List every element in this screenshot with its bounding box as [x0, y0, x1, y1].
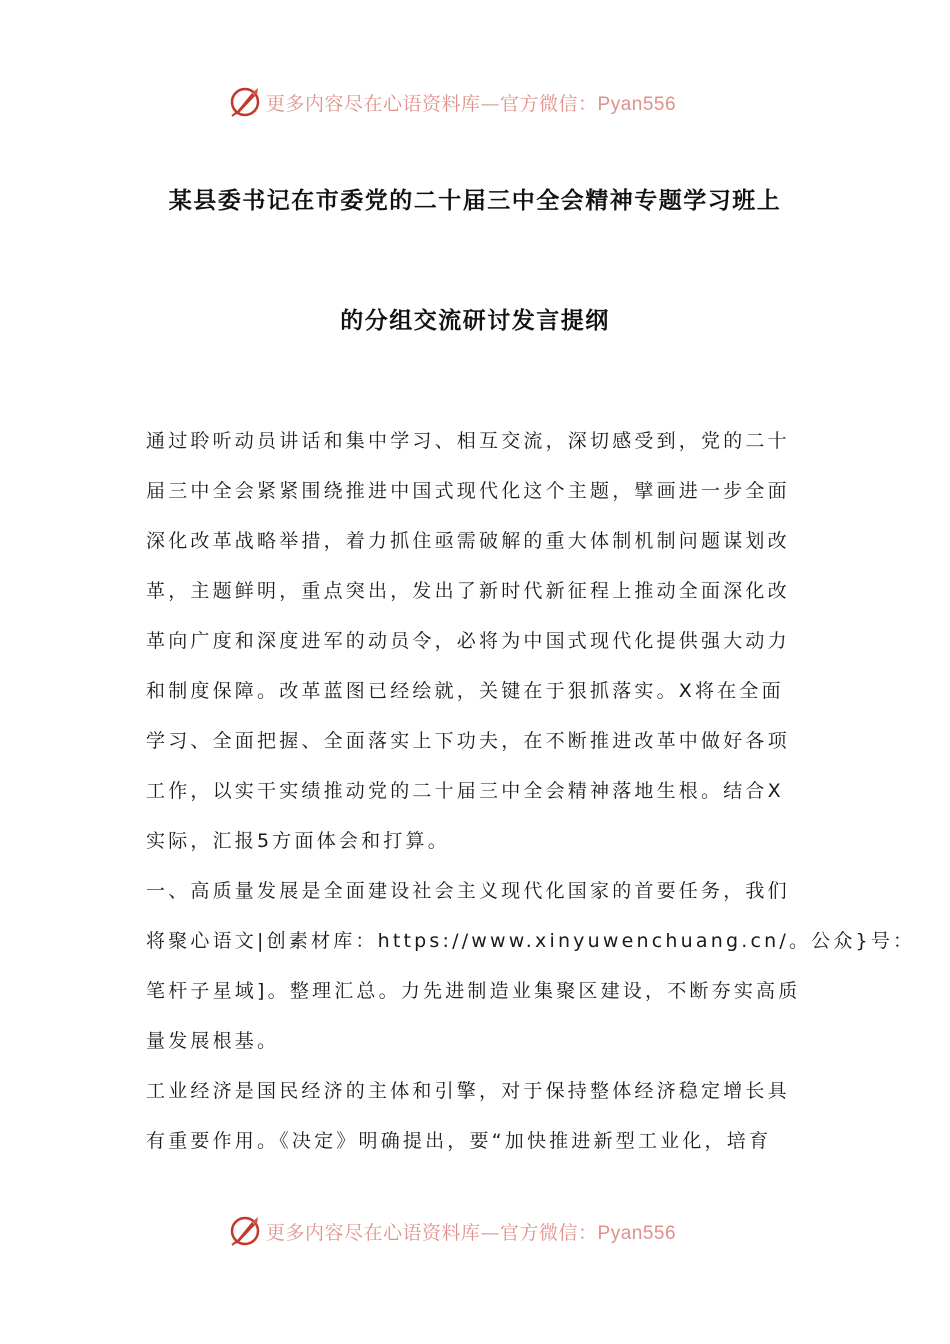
header-watermark-banner [228, 82, 748, 122]
watermark-wechat-id: Pyan556 [597, 1222, 677, 1244]
body-line: 革向广度和深度进军的动员令，必将为中国式现代化提供强大动力 [146, 630, 790, 652]
body-line: 笔杆子星域]。整理汇总。力先进制造业集聚区建设，不断夯实高质 [146, 980, 801, 1002]
body-line: 有重要作用。《决定》明确提出，要“加快推进新型工业化，培育 [146, 1130, 772, 1152]
body-line: 届三中全会紧紧围绕推进中国式现代化这个主题，擘画进一步全面 [146, 480, 790, 502]
body-line: 革，主题鲜明，重点突出，发出了新时代新征程上推动全面深化改 [146, 580, 790, 602]
body-line: 将聚心语文|创素材库：https://www.xinyuwenchuang.cn/。公众}号： [146, 930, 916, 952]
body-line: 量发展根基。 [146, 1030, 280, 1052]
watermark-wechat-id: Pyan556 [597, 93, 677, 115]
body-line: 学习、全面把握、全面落实上下功夫，在不断推进改革中做好各项 [146, 730, 790, 752]
body-line: 工作，以实干实绩推动党的二十届三中全会精神落地生根。结合X [146, 780, 784, 802]
body-line: 一、高质量发展是全面建设社会主义现代化国家的首要任务，我们 [146, 880, 790, 902]
document-title-line-1: 某县委书记在市委党的二十届三中全会精神专题学习班上 [168, 187, 782, 214]
body-line: 实际，汇报5方面体会和打算。 [146, 830, 450, 852]
body-line: 通过聆听动员讲话和集中学习、相互交流，深切感受到，党的二十 [146, 430, 790, 452]
watermark-tail: 官方微信： [500, 92, 598, 115]
document-body [146, 416, 916, 1166]
watermark-main: 更多内容尽在心语资料库 [266, 1221, 481, 1244]
body-line: 深化改革战略举措，着力抓住亟需破解的重大体制机制问题谋划改 [146, 530, 790, 552]
quill-logo-icon [228, 85, 262, 119]
watermark-text [266, 89, 676, 116]
body-line: 工业经济是国民经济的主体和引擎，对于保持整体经济稳定增长具 [146, 1080, 790, 1102]
watermark-separator: — [480, 92, 501, 115]
quill-logo-icon [228, 1214, 262, 1248]
watermark-tail: 官方微信： [500, 1221, 598, 1244]
watermark-text [266, 1218, 676, 1245]
watermark-main: 更多内容尽在心语资料库 [266, 92, 481, 115]
document-title-line-2: 的分组交流研讨发言提纲 [340, 307, 610, 334]
footer-watermark-banner [228, 1211, 748, 1251]
body-line: 和制度保障。改革蓝图已经绘就，关键在于狠抓落实。X将在全面 [146, 680, 784, 702]
watermark-separator: — [480, 1221, 501, 1244]
